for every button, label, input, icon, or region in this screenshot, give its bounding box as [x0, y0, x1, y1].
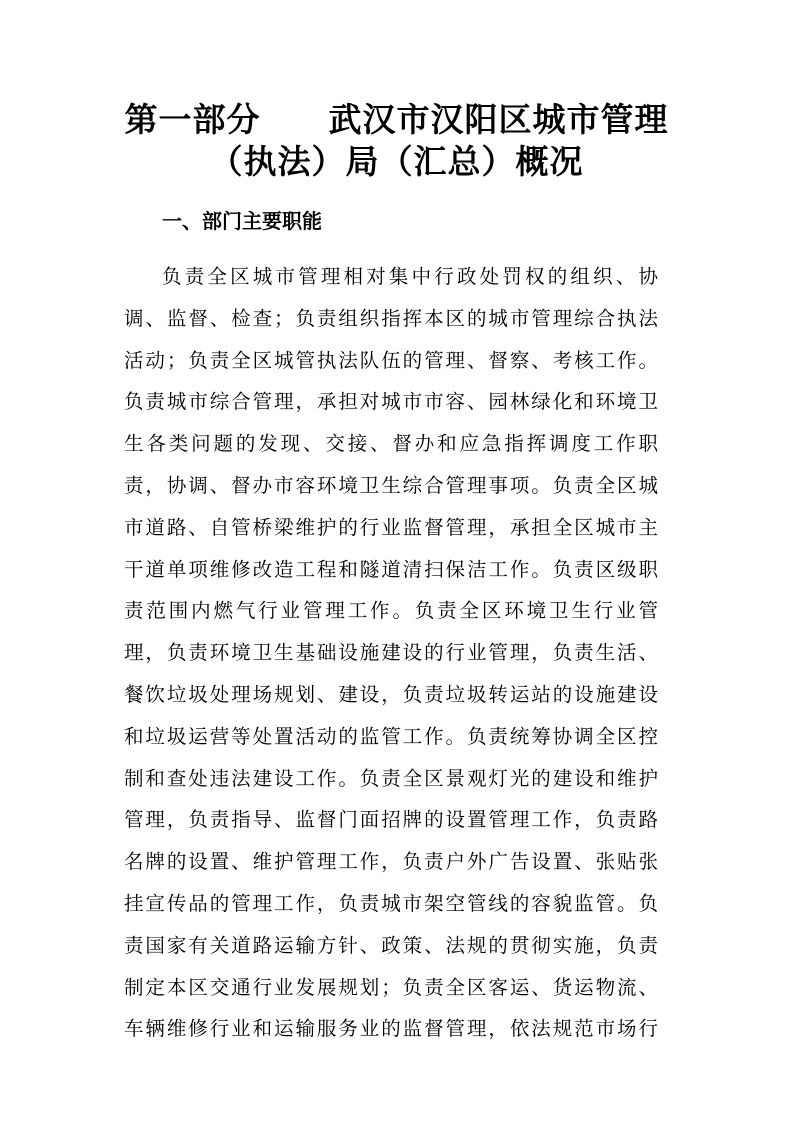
paragraph-line: 管理，负责指导、监督门面招牌的设置管理工作，负责路: [124, 808, 658, 831]
paragraph-line: 生各类问题的发现、交接、督办和应急指挥调度工作职: [124, 432, 658, 455]
paragraph-line: 责国家有关道路运输方针、政策、法规的贯彻实施，负责: [124, 934, 658, 957]
paragraph-line: 制定本区交通行业发展规划；负责全区客运、货运物流、: [124, 976, 658, 999]
paragraph-line: 理，负责环境卫生基础设施建设的行业管理，负责生活、: [124, 641, 658, 664]
paragraph-line: 调、监督、检查；负责组织指挥本区的城市管理综合执法: [124, 307, 658, 330]
paragraph-line: 名牌的设置、维护管理工作，负责户外广告设置、张贴张: [124, 850, 658, 873]
paragraph-line: 活动；负责全区城管执法队伍的管理、督察、考核工作。: [124, 349, 658, 372]
page-title-line-2: （执法）局（汇总）概况: [209, 142, 584, 181]
section-heading: 一、部门主要职能: [162, 209, 322, 233]
paragraph-line: 负责全区城市管理相对集中行政处罚权的组织、协: [162, 265, 658, 288]
paragraph-line: 挂宣传品的管理工作，负责城市架空管线的容貌监管。负: [124, 892, 658, 915]
paragraph-line: 车辆维修行业和运输服务业的监督管理，依法规范市场行: [124, 1017, 658, 1040]
paragraph-line: 制和查处违法建设工作。负责全区景观灯光的建设和维护: [124, 767, 658, 790]
paragraph-line: 市道路、自管桥梁维护的行业监督管理，承担全区城市主: [124, 516, 658, 539]
paragraph-line: 负责城市综合管理，承担对城市市容、园林绿化和环境卫: [124, 390, 658, 413]
paragraph-line: 责，协调、督办市容环境卫生综合管理事项。负责全区城: [124, 474, 658, 497]
paragraph-line: 责范围内燃气行业管理工作。负责全区环境卫生行业管: [124, 599, 658, 622]
paragraph-line: 干道单项维修改造工程和隧道清扫保洁工作。负责区级职: [124, 558, 658, 581]
page-title-line-1: 第一部分 武汉市汉阳区城市管理: [124, 100, 669, 139]
paragraph-line: 和垃圾运营等处置活动的监管工作。负责统筹协调全区控: [124, 725, 658, 748]
paragraph-line: 餐饮垃圾处理场规划、建设，负责垃圾转运站的设施建设: [124, 683, 658, 706]
